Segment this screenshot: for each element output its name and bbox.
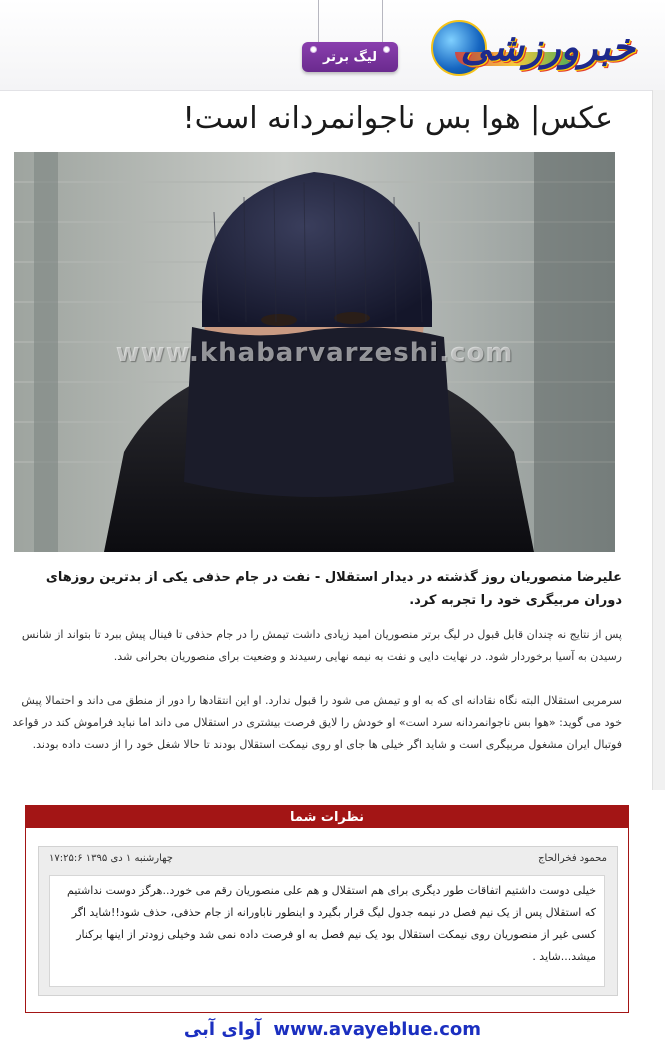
scrollbar-track[interactable]	[652, 90, 665, 790]
logo-text: خبرورزشی	[460, 24, 635, 69]
article-title: عکس| هوا بس ناجوانمردانه است!	[182, 101, 613, 136]
category-tag[interactable]	[302, 42, 398, 72]
category-tag-label: لیگ برتر	[323, 49, 377, 65]
comment-meta	[49, 853, 607, 871]
tag-hole	[383, 46, 390, 53]
comment-text: خیلی دوست داشتیم اتفاقات طور دیگری برای هم استقلال و هم علی منصوریان رقم می خورد..هرگز دوست نداشتیم که استقلال پس از یک نیم فصل در نیمه جدول لیگ قرار بگیرد و اینطور ناباورانه از جام حذفی، حذف شود!!شاید اگر کسی غیر از منصوریان روی نیمکت استقلال بود یک نیم فصل به او فرصت داده نمی شد وخیلی زودتر از اینها برکنار میشد...شاید .	[49, 875, 605, 987]
site-logo[interactable]	[425, 10, 635, 80]
comment-date: چهارشنبه ۱ دی ۱۳۹۵ ۱۷:۲۵:۶	[49, 853, 173, 864]
article-photo	[14, 152, 615, 552]
article-paragraph: سرمربی استقلال البته نگاه نقادانه ای که به او و تیمش می شود را قبول ندارد. او این انتقادها را دور از منطق می داند و احتمالا پیش خود می گوید: «هوا بس ناجوانمردانه سرد است» او خودش را لایق فرصت بیشتری در استقلال می داند اما نباید فراموش کند در قواعد فوتبال ایران مشغول مربیگری است و شاید اگر خیلی ها جای او روی نیمکت استقلال بودند تا حالا شغل خود را از دست داده بودند.	[12, 694, 622, 751]
footer-site-url[interactable]: www.avayeblue.com	[273, 1018, 482, 1040]
comment-author: محمود فخرالحاج	[538, 853, 607, 864]
tag-string	[382, 0, 383, 46]
article-paragraph: پس از نتایج نه چندان قابل قبول در لیگ برتر منصوریان امید زیادی داشت تیمش را در جام حذفی تا فینال پیش ببرد تا بتواند از شانس رسیدن به آسیا برخوردار شود. در نهایت دایی و نفت به نیمه نهایی رسیدند و وضعیت برای منصوریان بحرانی شد.	[21, 628, 622, 663]
comments-heading: نظرات شما	[26, 806, 628, 828]
article-lead: علیرضا منصوریان روز گذشته در دیدار استقلال - نفت در جام حذفی یکی از بدترین روزهای دوران مربیگری خود را تجربه کرد.	[45, 570, 622, 608]
tag-string	[318, 0, 319, 46]
footer-site-name: آوای آبی	[183, 1018, 262, 1040]
photo-watermark: www.khabarvarzeshi.com	[115, 338, 514, 368]
footer-credit	[0, 1016, 665, 1042]
comments-section	[25, 805, 629, 1013]
comment-item	[38, 846, 618, 996]
tag-hole	[310, 46, 317, 53]
